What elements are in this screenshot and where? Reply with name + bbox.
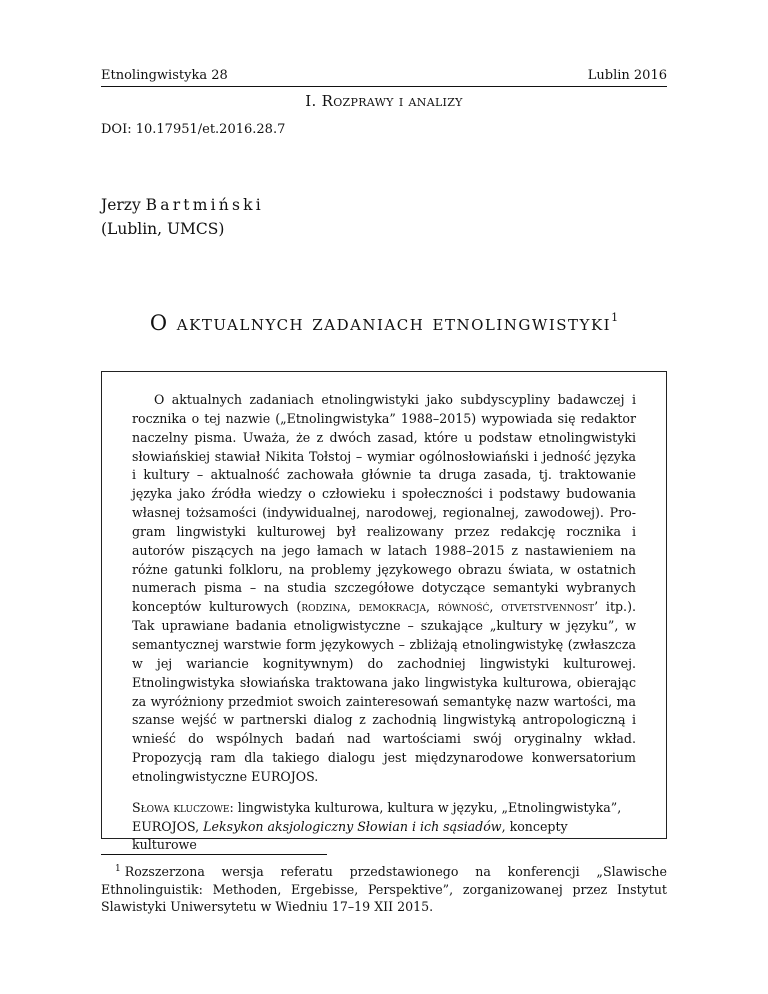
header-rule (101, 86, 667, 87)
abstract-part-1: O aktualnych zadaniach etnolingwistyki jako subdyscypliny badawczej i rocznika o tej nazwie („Etnolingwistyka” 1988–2015) wypowiada się redaktor naczelny pisma. Uważa, że z dwóch zasad, które u podstaw etnolingwistyki słowiańskiej stawiał Nikita Tołstoj – wymiar ogólnosłowiański i jedność języka i kultury – aktualność zachowała głównie ta druga zasada, tj. traktowanie języka jako źródła wiedzy o człowieku i społeczności i podstawy budowania własnej tożsamości (indywidualnej, narodowej, regionalnej, zawodowej). Program lingwistyki kulturowej był realizowany przez redakcję rocznika i autorów piszących na jego łamach w latach 1988–2015 z nastawieniem na różne gatunki folkloru, na problemy językowego obrazu świata, w ostatnich numerach pisma – na studia szczegółowe dotyczące semantyki wybranych konceptów kulturowych ( (132, 392, 636, 615)
keywords (132, 799, 636, 856)
footnote-rule (101, 854, 327, 855)
keywords-part-1: lingwistyka kulturowa, kultura w języku, „Etnolingwistyka”, EUROJOS, (132, 799, 622, 834)
section-heading: I. Rozprawy i analizy (305, 92, 463, 110)
abstract-text (132, 391, 636, 787)
abstract-box (101, 371, 667, 853)
keywords-label: Słowa kluczowe: (132, 799, 234, 815)
abstract-part-2: itp.). Tak uprawiane badania etnoligwistyczne – szukające „kultury w języku”, w semantycznej warstwie form językowych – zbliżają etnolingwistykę (zwłaszcza w jej wariancie kognitywnym) do zachodniej lingwistyki kulturowej. Etnolingwistyka słowiańska traktowana jako lingwistyka kulturowa, obierając za wyróżniony przedmiot swoich zainteresowań semantykę nazw wartości, ma szanse wejść w partnerski dialog z zachodnią lingwistyką antropologiczną i wnieść do wspólnych badań nad wartościami swój oryginalny wkład. Propozycją ram dla takiego dialogu jest międzynarodowe konwersatorium etnolingwistyczne EUROJOS. (132, 599, 636, 784)
running-header-journal: Etnolingwistyka 28 (101, 68, 228, 83)
abstract-concepts: rodzina, demokracja, równość, otvetstvennost’ (301, 599, 599, 615)
footnote-text: Rozszerzona wersja referatu przedstawionego na konferencji „Slawische Ethnolinguistik: Methoden, Ergebisse, Perspektive”, zorganizowanej przez Instytut Slawistyki Uniwersytetu w Wiedniu 17–19 XII 2015. (101, 864, 667, 914)
footnote (101, 861, 667, 916)
running-header-place-year: Lublin 2016 (587, 68, 667, 83)
footnote-mark: 1 (115, 864, 121, 874)
article-title (101, 311, 667, 335)
author-first-name: Jerzy (101, 196, 141, 214)
doi-line: DOI: 10.17951/et.2016.28.7 (101, 122, 286, 137)
author-last-name: Bartmiński (145, 196, 264, 214)
author-block (101, 193, 264, 241)
keywords-italic-title: Leksykon aksjologiczny Słowian i ich sąsiadów (203, 818, 502, 834)
keywords-part-2: , koncepty kulturowe (132, 818, 568, 853)
article-title-text: O aktualnych zadaniach etnolingwistyki (149, 311, 612, 335)
title-footnote-mark: 1 (611, 311, 619, 324)
author-affiliation: (Lublin, UMCS) (101, 220, 225, 238)
author-name (101, 193, 264, 217)
